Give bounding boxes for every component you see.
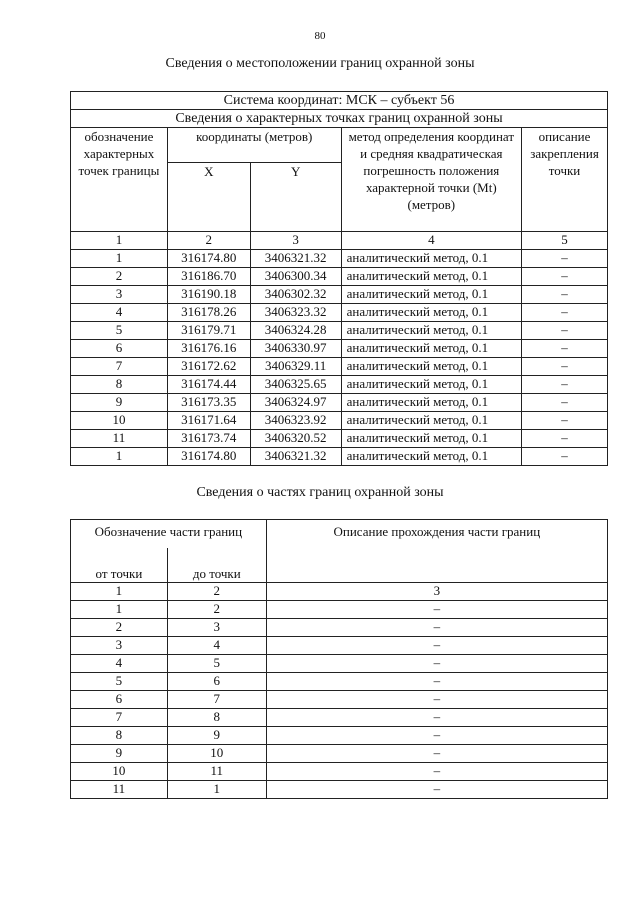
table-row [71,250,608,268]
coordinate-system: Система координат: МСК – субъект 56 [71,92,608,110]
from-point: 4 [71,655,168,673]
point-description: – [522,304,608,322]
point-description: – [522,394,608,412]
header-part: Обозначение части границ [71,520,267,549]
table-row [71,619,608,637]
to-point: 10 [167,745,266,763]
coord-x: 316174.80 [167,250,250,268]
method: аналитический метод, 0.1 [341,376,521,394]
table-row [71,394,608,412]
column-number: 1 [71,583,168,601]
part-description: – [266,745,607,763]
part-description: – [266,763,607,781]
coord-x: 316176.16 [167,340,250,358]
to-point: 5 [167,655,266,673]
to-point: 3 [167,619,266,637]
coord-x: 316174.44 [167,376,250,394]
method: аналитический метод, 0.1 [341,430,521,448]
from-point: 8 [71,727,168,745]
table-row [71,376,608,394]
header-from: от точки [71,548,168,583]
column-number: 5 [522,232,608,250]
header-designation: обозначение характерных точек границы [71,128,168,232]
table-row [71,601,608,619]
column-number: 1 [71,232,168,250]
to-point: 9 [167,727,266,745]
point-description: – [522,358,608,376]
part-description: – [266,619,607,637]
boundary-parts-table [70,519,608,799]
coord-y: 3406300.34 [250,268,341,286]
method: аналитический метод, 0.1 [341,304,521,322]
method: аналитический метод, 0.1 [341,412,521,430]
from-point: 3 [71,637,168,655]
table-row [71,412,608,430]
coord-x: 316172.62 [167,358,250,376]
header-to: до точки [167,548,266,583]
table-row [71,637,608,655]
boundary-points-table [70,91,608,466]
coord-y: 3406320.52 [250,430,341,448]
coord-x: 316173.35 [167,394,250,412]
coord-y: 3406321.32 [250,448,341,466]
column-number: 3 [266,583,607,601]
method: аналитический метод, 0.1 [341,394,521,412]
header-x: X [167,163,250,232]
column-number: 2 [167,232,250,250]
point-number: 8 [71,376,168,394]
point-description: – [522,412,608,430]
column-number: 2 [167,583,266,601]
coord-y: 3406323.32 [250,304,341,322]
table-row [71,322,608,340]
table-row [71,691,608,709]
method: аналитический метод, 0.1 [341,250,521,268]
table-row [71,448,608,466]
from-point: 10 [71,763,168,781]
point-number: 11 [71,430,168,448]
table-row [71,781,608,799]
coord-y: 3406330.97 [250,340,341,358]
to-point: 1 [167,781,266,799]
table-row [71,340,608,358]
coord-x: 316179.71 [167,322,250,340]
table-row [71,709,608,727]
point-number: 4 [71,304,168,322]
part-description: – [266,655,607,673]
method: аналитический метод, 0.1 [341,340,521,358]
table-row [71,286,608,304]
part-description: – [266,709,607,727]
point-number: 6 [71,340,168,358]
from-point: 7 [71,709,168,727]
point-description: – [522,430,608,448]
column-number-row [71,232,608,250]
column-number: 3 [250,232,341,250]
table-subtitle: Сведения о характерных точках границ охранной зоны [71,110,608,128]
method: аналитический метод, 0.1 [341,358,521,376]
part-description: – [266,601,607,619]
coord-y: 3406325.65 [250,376,341,394]
section-title-location: Сведения о местоположении границ охранной зоны [165,56,475,71]
coord-y: 3406302.32 [250,286,341,304]
coord-x: 316173.74 [167,430,250,448]
point-number: 1 [71,448,168,466]
point-number: 1 [71,250,168,268]
part-description: – [266,691,607,709]
coord-y: 3406321.32 [250,250,341,268]
part-description: – [266,637,607,655]
part-description: – [266,727,607,745]
to-point: 6 [167,673,266,691]
table-row [71,727,608,745]
part-description: – [266,781,607,799]
coord-y: 3406329.11 [250,358,341,376]
column-number-row [71,583,608,601]
to-point: 2 [167,601,266,619]
to-point: 7 [167,691,266,709]
coord-x: 316186.70 [167,268,250,286]
from-point: 9 [71,745,168,763]
point-number: 10 [71,412,168,430]
point-description: – [522,448,608,466]
table-row [71,268,608,286]
point-number: 5 [71,322,168,340]
from-point: 11 [71,781,168,799]
coord-x: 316174.80 [167,448,250,466]
point-description: – [522,340,608,358]
header-part-description: Описание прохождения части границ [266,520,607,583]
coord-x: 316171.64 [167,412,250,430]
point-number: 7 [71,358,168,376]
coord-x: 316190.18 [167,286,250,304]
point-number: 2 [71,268,168,286]
header-y: Y [250,163,341,232]
header-coordinates: координаты (метров) [167,128,341,163]
from-point: 2 [71,619,168,637]
part-description: – [266,673,607,691]
table-row [71,430,608,448]
column-number: 4 [341,232,521,250]
to-point: 8 [167,709,266,727]
table-row [71,673,608,691]
point-number: 3 [71,286,168,304]
page-number: 80 [314,30,326,42]
table-row [71,655,608,673]
method: аналитический метод, 0.1 [341,448,521,466]
method: аналитический метод, 0.1 [341,286,521,304]
table-row [71,763,608,781]
from-point: 5 [71,673,168,691]
to-point: 4 [167,637,266,655]
to-point: 11 [167,763,266,781]
table-row [71,745,608,763]
from-point: 1 [71,601,168,619]
point-description: – [522,286,608,304]
method: аналитический метод, 0.1 [341,268,521,286]
from-point: 6 [71,691,168,709]
header-method: метод определения координат и средняя квадратическая погрешность положения характерной точки (Mt) (метров) [341,128,521,232]
table-row [71,358,608,376]
coord-x: 316178.26 [167,304,250,322]
point-number: 9 [71,394,168,412]
point-description: – [522,268,608,286]
point-description: – [522,250,608,268]
coord-y: 3406324.28 [250,322,341,340]
table-row [71,304,608,322]
header-description: описание закрепления точки [522,128,608,232]
coord-y: 3406323.92 [250,412,341,430]
point-description: – [522,322,608,340]
point-description: – [522,376,608,394]
section-title-parts: Сведения о частях границ охранной зоны [196,485,444,500]
method: аналитический метод, 0.1 [341,322,521,340]
coord-y: 3406324.97 [250,394,341,412]
